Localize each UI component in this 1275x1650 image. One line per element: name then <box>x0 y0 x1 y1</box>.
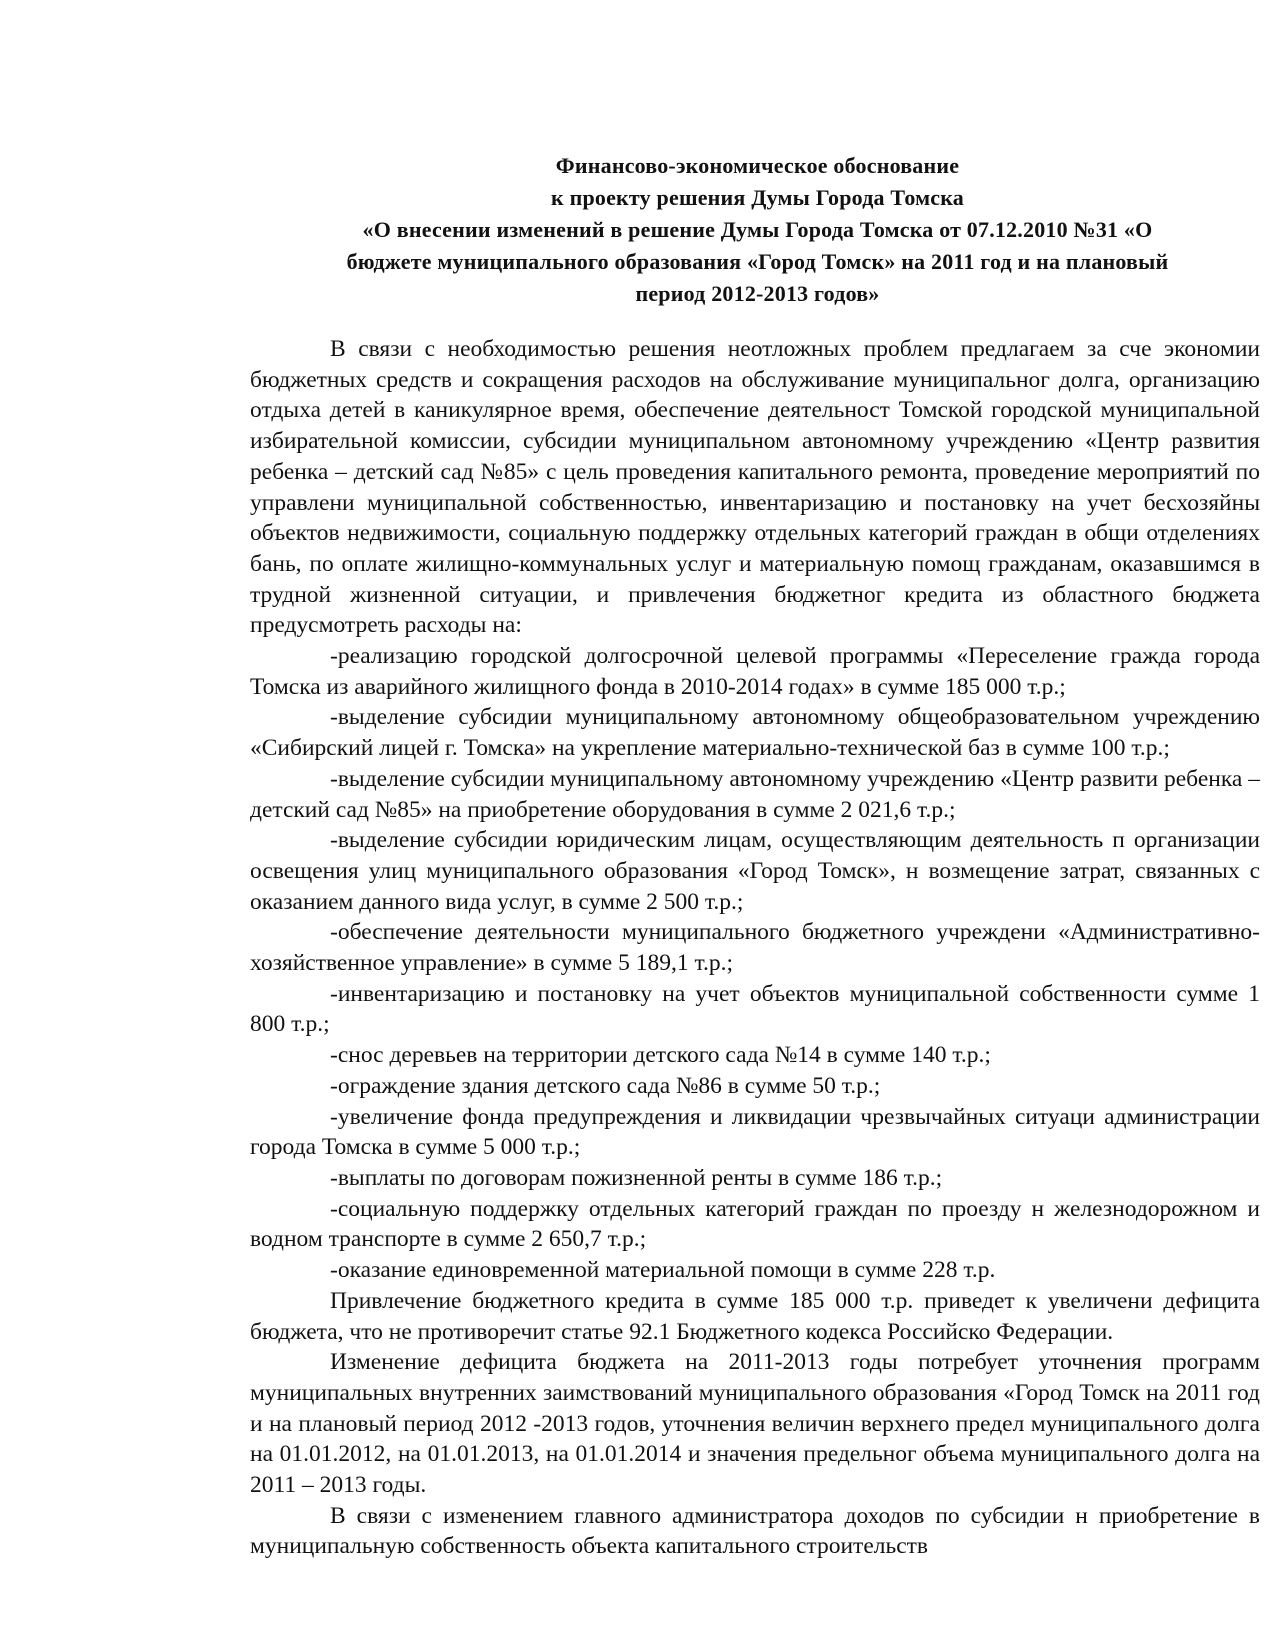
title-line: к проекту решения Думы Города Томска <box>551 185 964 210</box>
document-title <box>250 150 1265 310</box>
title-line: Финансово-экономическое обоснование <box>555 153 960 178</box>
paragraph-resettlement: -реализацию городской долгосрочной целевой программы «Переселение гражда города Томска из аварийного жилищного фонда в 2010-2014 годах» в сумме 185 000 т.р.; <box>250 643 1260 700</box>
title-line: период 2012-2013 годов» <box>635 281 880 306</box>
paragraph-annuity: -выплаты по договорам пожизненной ренты в сумме 186 т.р.; <box>330 1164 943 1191</box>
paragraph-emergency-fund: -увеличение фонда предупреждения и ликвидации чрезвычайных ситуаци администрации города Томска в сумме 5 000 т.р.; <box>250 1103 1260 1161</box>
paragraph-fence: -ограждение здания детского сада №86 в сумме 50 т.р.; <box>330 1072 881 1099</box>
paragraph-property-inventory: -инвентаризацию и постановку на учет объектов муниципальной собственности сумме 1 800 т.р.; <box>250 980 1260 1038</box>
paragraph-lyceum-subsidy: -выделение субсидии муниципальному автономному общеобразовательном учреждению «Сибирский лицей г. Томска» на укрепление материально-технической баз в сумме 100 т.р.; <box>250 704 1260 762</box>
document-body <box>250 334 1260 1562</box>
paragraph-admin-management: -обеспечение деятельности муниципального бюджетного учреждени «Административно-хозяйственное управление» в сумме 5 189,1 т.р.; <box>250 919 1260 977</box>
paragraph-budget-credit: Привлечение бюджетного кредита в сумме 185 000 т.р. приведет к увеличени дефицита бюджета, что не противоречит статье 92.1 Бюджетного кодекса Российско Федерации. <box>250 1287 1260 1345</box>
paragraph-street-lighting: -выделение субсидии юридическим лицам, осуществляющим деятельность п организации освещения улиц муниципального образования «Город Томск», н возмещение затрат, связанных с оказанием данного вида услуг, в сумме 2 500 т.р.; <box>250 827 1260 915</box>
paragraph-tree-removal: -снос деревьев на территории детского сада №14 в сумме 140 т.р.; <box>330 1042 991 1069</box>
paragraph-kindergarten-85-subsidy: -выделение субсидии муниципальному автономному учреждению «Центр развити ребенка – детский сад №85» на приобретение оборудования в сумме 2 021,6 т.р.; <box>250 765 1260 823</box>
title-line: бюджете муниципального образования «Город Томск» на 2011 год и на плановый <box>346 249 1169 274</box>
paragraph-intro: В связи с необходимостью решения неотложных проблем предлагаем за сче экономии бюджетных средств и сокращения расходов на обслуживание муниципальног долга, организацию отдыха детей в каникулярное время, обеспечение деятельност Томской городской муниципальной избирательной комиссии, субсидии муниципальном автономному учреждению «Центр развития ребенка – детский сад №85» с цель проведения капитального ремонта, проведение мероприятий по управлени муниципальной собственностью, инвентаризацию и постановку на учет бесхозяйны объектов недвижимости, социальную поддержку отдельных категорий граждан в общи отделениях бань, по оплате жилищно-коммунальных услуг и материальную помощ гражданам, оказавшимся в трудной жизненной ситуации, и привлечения бюджетног кредита из областного бюджета предусмотреть расходы на: <box>250 336 1260 639</box>
paragraph-administrator-change: В связи с изменением главного администратора доходов по субсидии н приобретение в муниципальную собственность объекта капитального строительств <box>250 1502 1260 1560</box>
paragraph-transport-support: -социальную поддержку отдельных категорий граждан по проезду н железнодорожном и водном транспорте в сумме 2 650,7 т.р.; <box>250 1195 1260 1253</box>
paragraph-deficit-change: Изменение дефицита бюджета на 2011-2013 годы потребует уточнения программ муниципальных внутренних заимствований муниципального образования «Город Томск на 2011 год и на плановый период 2012 -2013 годов, уточнения величин верхнего предел муниципального долга на 01.01.2012, на 01.01.2013, на 01.01.2014 и значения предельног объема муниципального долга на 2011 – 2013 годы. <box>250 1349 1260 1499</box>
title-line: «О внесении изменений в решение Думы Города Томска от 07.12.2010 №31 «О <box>362 217 1153 242</box>
paragraph-one-time-aid: -оказание единовременной материальной помощи в сумме 228 т.р. <box>330 1257 996 1284</box>
